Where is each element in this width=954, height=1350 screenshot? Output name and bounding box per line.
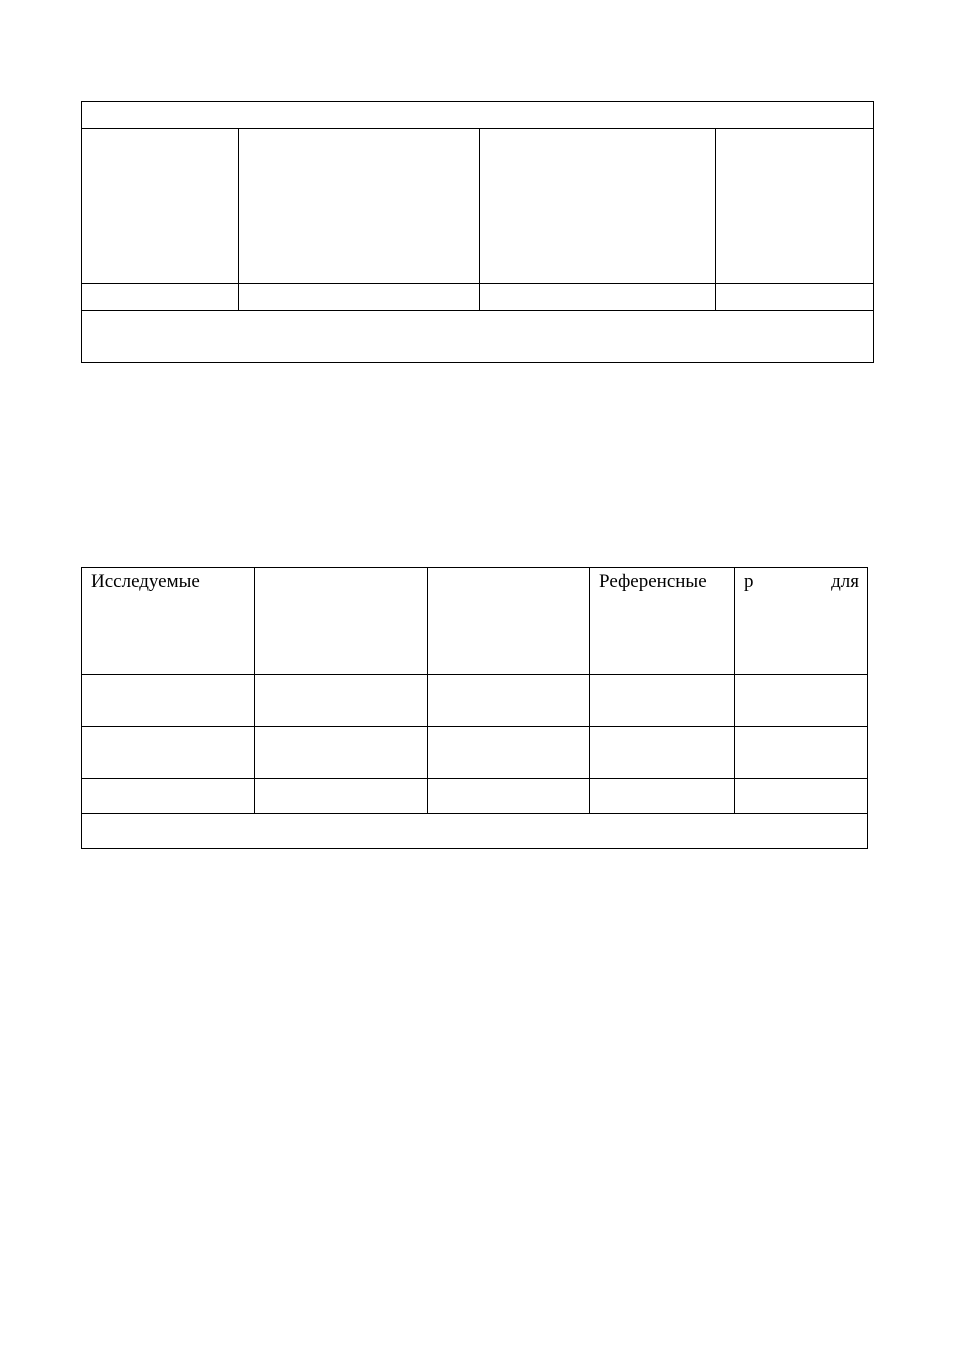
table-1-footer-row: [82, 311, 874, 363]
table-1-header-cell: [82, 129, 239, 284]
table-1-header-row: [82, 129, 874, 284]
table-2-cell: [82, 675, 255, 727]
table-2-cell: [590, 779, 735, 814]
table-2-cell: [735, 727, 868, 779]
table-2-cell: [735, 779, 868, 814]
header-label-for: для: [831, 571, 859, 592]
table-2-row: [82, 779, 868, 814]
table-2-footer-cell: [82, 814, 868, 849]
table-2: [81, 567, 868, 849]
header-label-studied: Исследуемые: [91, 571, 200, 592]
table-2-header-cell: [255, 568, 428, 675]
table-1-header-cell: [239, 129, 480, 284]
table-2-cell: [428, 675, 590, 727]
table-2-header-cell: [82, 568, 255, 675]
table-2-header-row: [82, 568, 868, 675]
table-2-header-cell: [735, 568, 868, 675]
table-1-cell: [82, 284, 239, 311]
header-label-reference: Референсные: [599, 571, 707, 592]
table-2-cell: [255, 727, 428, 779]
header-label-p-value: [744, 571, 859, 593]
table-1-row: [82, 284, 874, 311]
table-2-footer-row: [82, 814, 868, 849]
table-2-row: [82, 727, 868, 779]
header-label-p: р: [744, 571, 754, 592]
table-1-title-row: [82, 102, 874, 129]
table-2-cell: [735, 675, 868, 727]
table-2-cell: [590, 727, 735, 779]
table-2-cell: [82, 727, 255, 779]
table-2-header-cell: [428, 568, 590, 675]
table-1-cell: [716, 284, 874, 311]
table-1-footer-cell: [82, 311, 874, 363]
table-1-header-cell: [716, 129, 874, 284]
table-1-title-cell: [82, 102, 874, 129]
table-1: [81, 101, 874, 363]
table-2-cell: [428, 779, 590, 814]
table-1-header-cell: [480, 129, 716, 284]
table-2-row: [82, 675, 868, 727]
table-2-header-cell: [590, 568, 735, 675]
table-2-cell: [255, 675, 428, 727]
table-2-cell: [82, 779, 255, 814]
table-2-cell: [590, 675, 735, 727]
table-2-cell: [428, 727, 590, 779]
table-2-cell: [255, 779, 428, 814]
table-1-cell: [480, 284, 716, 311]
table-1-cell: [239, 284, 480, 311]
